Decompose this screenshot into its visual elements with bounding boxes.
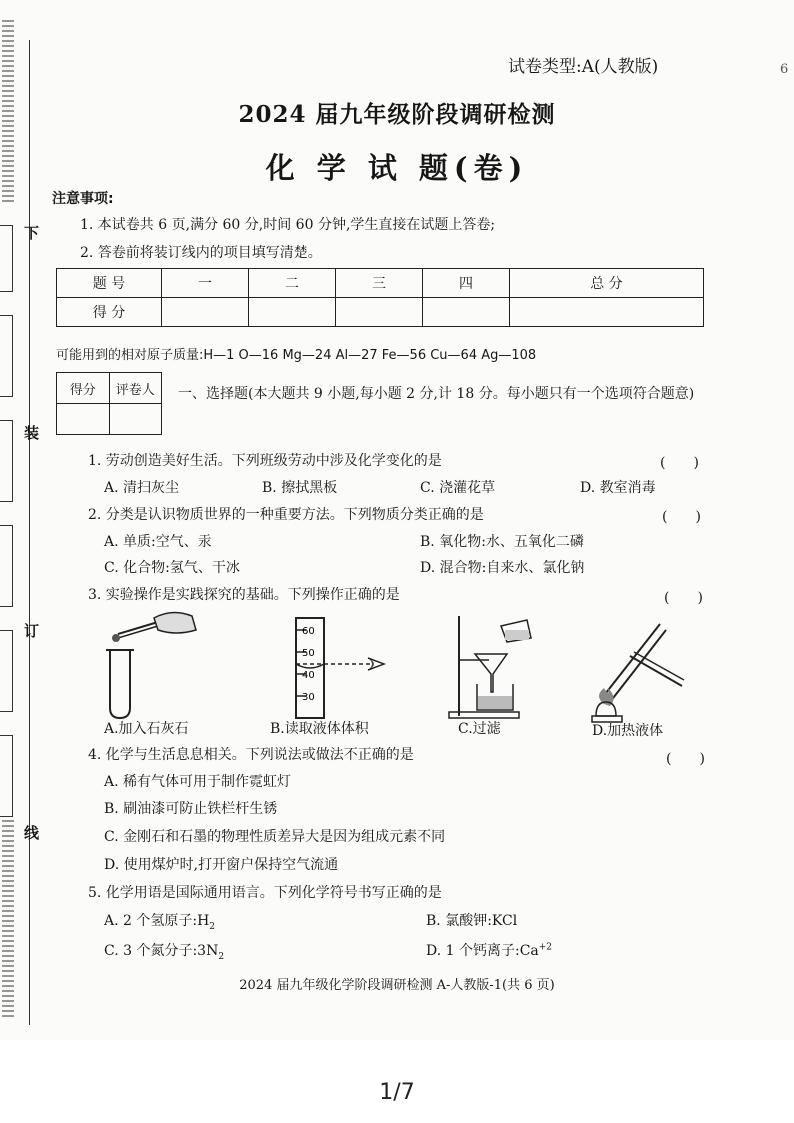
- page-indicator: 1/7: [379, 1080, 415, 1105]
- question-1: 1. 劳动创造美好生活。下列班级劳动中涉及化学变化的是: [88, 453, 442, 469]
- score-header-total: 总 分: [509, 269, 703, 298]
- q4-option-c: C. 金刚石和石墨的物理性质差异大是因为组成元素不同: [104, 829, 446, 845]
- q2-option-d: D. 混合物:自来水、氯化钠: [420, 560, 585, 576]
- answer-bracket-3[interactable]: ( ): [664, 590, 703, 606]
- question-2: 2. 分类是认识物质世界的一种重要方法。下列物质分类正确的是: [88, 507, 484, 523]
- exam-title: 2024 届九年级阶段调研检测: [238, 101, 556, 128]
- q3-option-d: D.加热液体: [592, 723, 664, 739]
- q4-option-a: A. 稀有气体可用于制作霓虹灯: [104, 774, 292, 790]
- score-header-2: 二: [248, 269, 335, 298]
- tick-50: 50: [302, 648, 315, 659]
- binding-bracket: [0, 315, 13, 397]
- binding-char-3: 订: [24, 622, 40, 640]
- score-cell[interactable]: [162, 298, 249, 327]
- figure-filtration: [445, 612, 537, 722]
- q5-option-b: B. 氯酸钾:KCl: [426, 913, 518, 929]
- q3-option-c: C.过滤: [458, 721, 501, 737]
- q1-option-b: B. 擦拭黑板: [262, 480, 338, 496]
- figure-read-cylinder: [288, 614, 392, 724]
- binding-bracket: [0, 420, 13, 502]
- figure-add-limestone: [92, 608, 202, 720]
- answer-bracket-4[interactable]: ( ): [666, 751, 705, 767]
- q3-option-b: B.读取液体体积: [270, 721, 369, 737]
- section-one-heading: 一、选择题(本大题共 9 小题,每小题 2 分,计 18 分。每小题只有一个选项符合题意): [178, 386, 695, 402]
- binding-char-4: 线: [24, 824, 40, 842]
- score-cell[interactable]: [509, 298, 703, 327]
- binding-line: [29, 40, 30, 1025]
- note-item-1: 1. 本试卷共 6 页,满分 60 分,时间 60 分钟,学生直接在试题上答卷;: [80, 217, 496, 233]
- q2-option-c: C. 化合物:氢气、干冰: [104, 560, 240, 576]
- page-footer: 2024 届九年级化学阶段调研检测 A-人教版-1(共 6 页): [239, 978, 555, 993]
- q1-option-c: C. 浇灌花草: [420, 480, 496, 496]
- q4-option-d: D. 使用煤炉时,打开窗户保持空气流通: [104, 857, 339, 873]
- paper-type-label: 试卷类型:A(人教版): [508, 57, 659, 77]
- score-cell[interactable]: [335, 298, 422, 327]
- note-item-2: 2. 答卷前将装订线内的项目填写清楚。: [80, 245, 322, 261]
- q2-option-a: A. 单质:空气、汞: [104, 534, 212, 550]
- binding-bracket: [0, 225, 13, 292]
- question-4: 4. 化学与生活息息相关。下列说法或做法不正确的是: [88, 747, 414, 763]
- binding-char-1: 下: [24, 224, 40, 242]
- q2-option-b: B. 氧化物:水、五氧化二磷: [420, 534, 584, 550]
- binding-char-2: 装: [24, 424, 40, 442]
- tick-60: 60: [302, 626, 315, 637]
- tick-40: 40: [302, 670, 315, 681]
- question-5: 5. 化学用语是国际通用语言。下列化学符号书写正确的是: [88, 885, 442, 901]
- q4-option-b: B. 刷油漆可防止铁栏杆生锈: [104, 801, 278, 817]
- q1-option-d: D. 教室消毒: [580, 480, 656, 496]
- q5-option-c: C. 3 个氮分子$:3N_2$: [104, 943, 225, 962]
- score-header-question: 题 号: [57, 269, 162, 298]
- grader-name-label: 评卷人: [109, 373, 162, 404]
- score-cell[interactable]: [422, 298, 509, 327]
- answer-bracket-1[interactable]: ( ): [660, 455, 699, 471]
- question-3: 3. 实验操作是实践探究的基础。下列操作正确的是: [88, 587, 400, 603]
- exam-subtitle: 化 学 试 题(卷): [265, 151, 529, 185]
- binding-bracket: [0, 525, 13, 607]
- score-table-header-row: [57, 269, 704, 298]
- grader-name-cell[interactable]: [109, 404, 162, 435]
- score-row-label: 得 分: [57, 298, 162, 327]
- binding-bracket: [0, 735, 13, 817]
- score-header-4: 四: [422, 269, 509, 298]
- grader-score-cell[interactable]: [57, 404, 110, 435]
- corner-mark: 6: [780, 62, 789, 77]
- q1-option-a: A. 清扫灰尘: [104, 480, 180, 496]
- score-table-score-row: [57, 298, 704, 327]
- score-header-3: 三: [335, 269, 422, 298]
- q3-option-a: A.加入石灰石: [104, 721, 189, 737]
- score-cell[interactable]: [248, 298, 335, 327]
- q5-option-a: A. 2 个氢原子$:H_2$: [104, 913, 216, 932]
- score-header-1: 一: [162, 269, 249, 298]
- atomic-masses: 可能用到的相对原子质量:H—1 O—16 Mg—24 Al—27 Fe—56 Cu—64 Ag—108: [56, 348, 537, 363]
- tick-30: 30: [302, 692, 315, 703]
- q5-option-d: D. 1 个钙离子$:Ca^{+2}$: [426, 942, 553, 959]
- notes-heading: 注意事项:: [52, 191, 114, 207]
- score-table: [56, 268, 704, 327]
- figure-heating-liquid: [590, 616, 690, 726]
- grader-table: [56, 372, 162, 435]
- binding-bracket: [0, 630, 13, 712]
- answer-bracket-2[interactable]: ( ): [662, 509, 701, 525]
- grader-score-label: 得分: [57, 373, 110, 404]
